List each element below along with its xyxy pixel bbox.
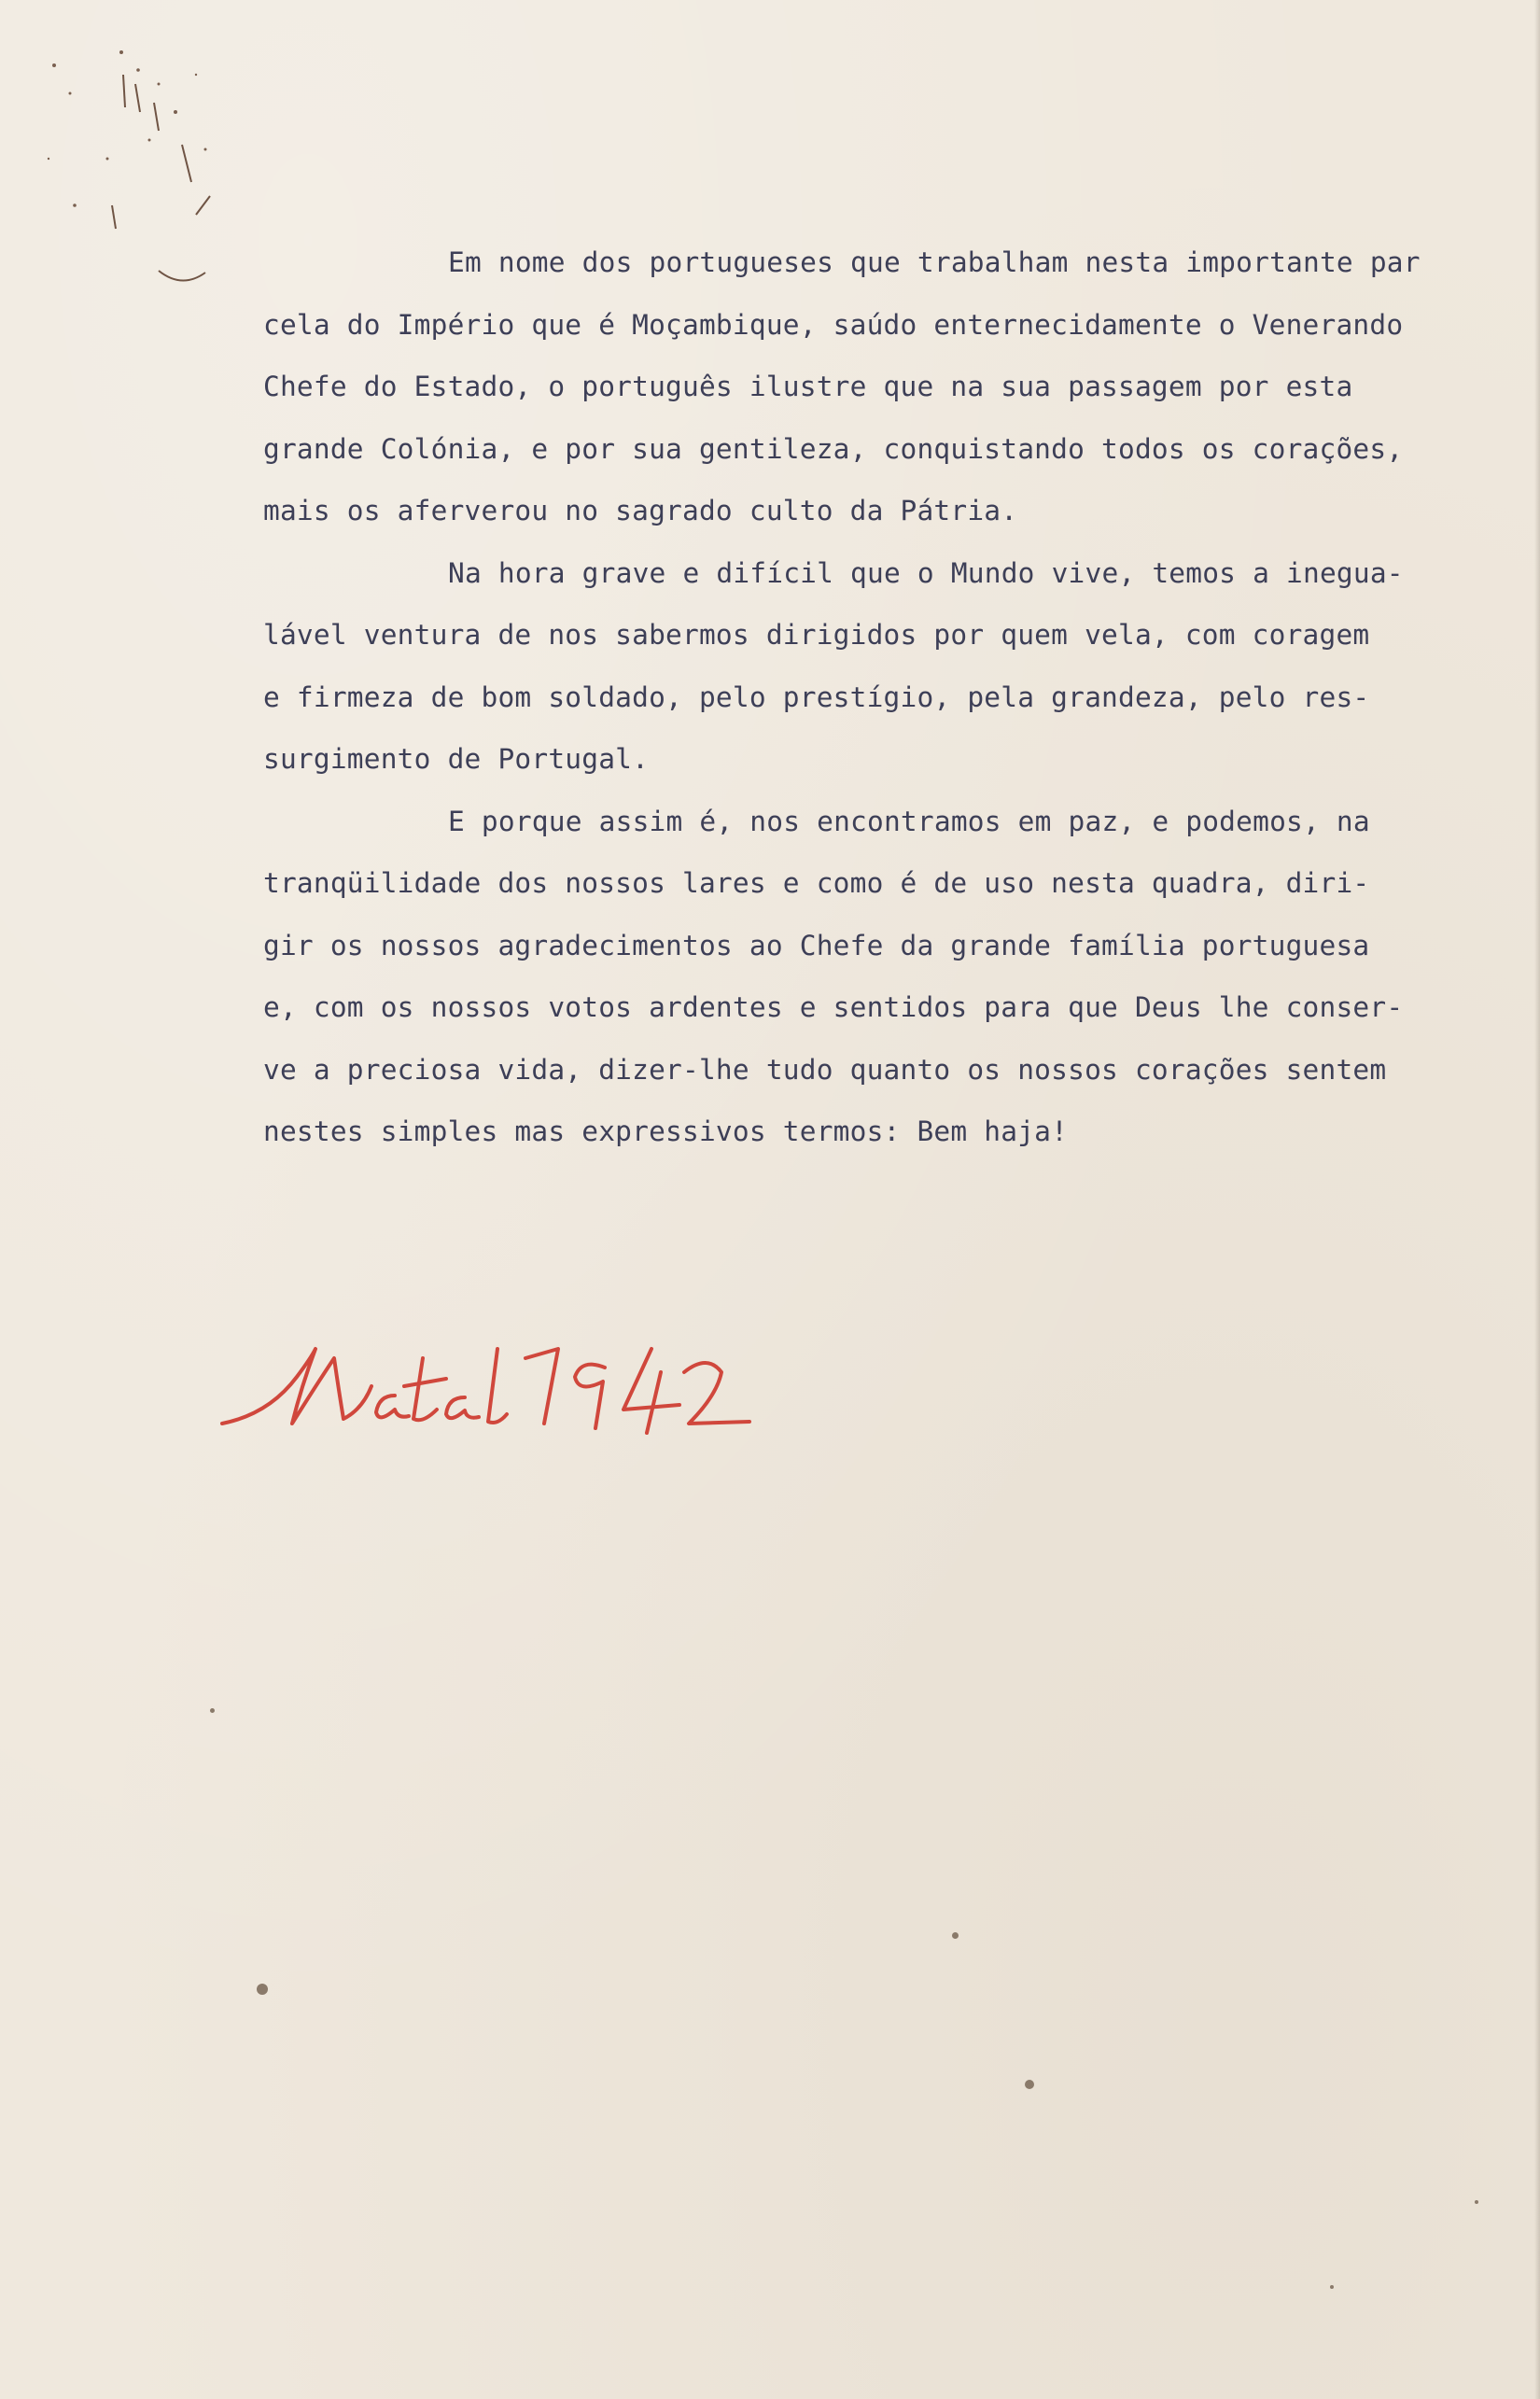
letter-line: e firmeza de bom soldado, pelo prestígio, pela grandeza, pelo res-	[263, 680, 1370, 713]
corner-ink-marks	[19, 19, 233, 299]
letter-line: cela do Império que é Moçambique, saúdo enternecidamente o Venerando	[263, 308, 1404, 341]
paper-speck	[257, 1984, 268, 1995]
letter-line: surgimento de Portugal.	[263, 743, 650, 775]
letter-line: gir os nossos agradecimentos ao Chefe da grande família portuguesa	[263, 929, 1370, 961]
paper-speck	[952, 1932, 959, 1939]
letter-line: ve a preciosa vida, dizer-lhe tudo quanto os nossos corações sentem	[263, 1053, 1387, 1086]
letter-line: nestes simples mas expressivos termos: Bem haja!	[263, 1115, 1069, 1147]
handwritten-date-note	[213, 1321, 754, 1452]
paper-speck	[1330, 2285, 1334, 2289]
paper-speck	[1025, 2080, 1034, 2089]
letter-line: lável ventura de nos sabermos dirigidos por quem vela, com coragem	[263, 619, 1370, 651]
letter-line: Em nome dos portugueses que trabalham nesta importante par	[448, 246, 1421, 278]
letter-line: Chefe do Estado, o português ilustre que na sua passagem por esta	[263, 371, 1353, 402]
letter-line: e, com os nossos votos ardentes e sentidos para que Deus lhe conser-	[263, 991, 1404, 1023]
letter-line: grande Colónia, e por sua gentileza, conquistando todos os corações,	[263, 432, 1404, 465]
paper-speck	[1475, 2200, 1478, 2204]
letter-line: mais os aferverou no sagrado culto da Pátria.	[263, 495, 1018, 526]
typewritten-letter	[263, 231, 1533, 1163]
letter-line: Na hora grave e difícil que o Mundo vive, temos a inegua-	[448, 556, 1404, 589]
paper-edge-shadow	[1534, 0, 1540, 2399]
letter-line: tranqüilidade dos nossos lares e como é de uso nesta quadra, diri-	[263, 867, 1370, 899]
paper-speck	[210, 1708, 215, 1713]
letter-line: E porque assim é, nos encontramos em paz, e podemos, na	[448, 805, 1370, 837]
